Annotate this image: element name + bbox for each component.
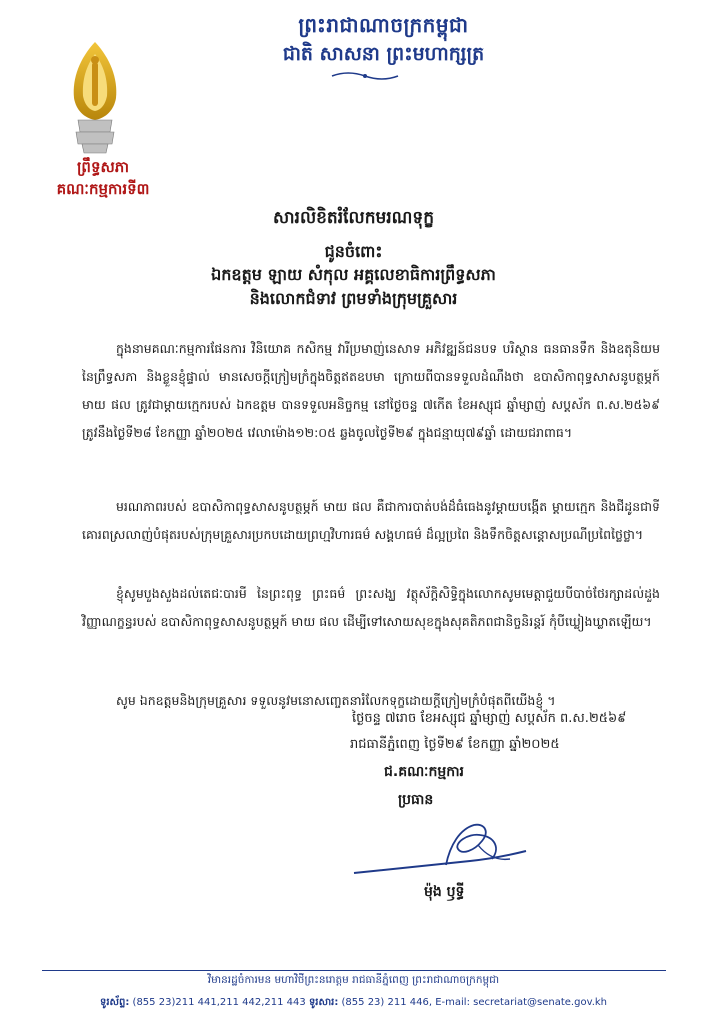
- letter-title: សារលិខិតរំលែកមរណទុក្ខ: [272, 208, 435, 228]
- signatory-name: ម៉ុង ឫទ្ធី: [424, 884, 465, 900]
- recipient-line-1: ឯកឧត្តម ឡាយ សំកុល អគ្គលេខាធិការព្រឹទ្ធសភា: [211, 265, 496, 284]
- lunar-date: ថ្ងៃចន្ទ ៧រោច ខែអស្សុជ ឆ្នាំម្សាញ់ សប្តស័ក ព.ស.២៥៦៩: [352, 711, 627, 726]
- recipient-line-2: និងលោកជំទាវ ព្រមទាំងក្រុមគ្រួសារ: [249, 289, 458, 308]
- phone-label: ទូរស័ព្ទ:: [99, 997, 130, 1008]
- paragraph-3: ខ្ញុំសូមបួងសួងដល់តេជៈបារមី នៃព្រះពុទ្ធ ព្រះធម៌ ព្រះសង្ឃ វត្ថុស័ក្តិសិទ្ធិក្នុងលោកសូមមេត្តាជួយបីបាច់ថែរក្សាដល់ដួងវិញ្ញាណក្ខន្ធរបស់ ឧបាសិកាពុទ្ធសាសនូបត្ថម្ភក៍ មាយ ផល ដើម្បីទៅសោយសុខក្នុងសុគតិភពជានិច្ចនិរន្តរ៍ កុំបីឃ្លៀងឃ្លាតឡើយ។: [82, 585, 660, 629]
- commission-label: គណៈកម្មការទី៣: [56, 180, 150, 198]
- ornament-divider: [330, 70, 400, 82]
- paragraph-4: សូម ឯកឧត្តមនិងក្រុមគ្រួសារ ទទួលនូវមនោសញ្ចេតនារំលែកទុក្ខដោយក្តីក្រៀមក្រំបំផុតពីយើងខ្ញុំ ។: [116, 692, 556, 708]
- place-date: រាជធានីភ្នំពេញ ថ្ងៃទី២៩ ខែកញ្ញា ឆ្នាំ២០២៥: [350, 737, 560, 752]
- paragraph-2: មរណភាពរបស់ ឧបាសិកាពុទ្ធសាសនូបត្ថម្ភក៍ មាយ ផល គឺជាការបាត់បង់ដ៏ធំធេងនូវម្តាយបង្កើត ម្តាយក្មេក និងជីដូនជាទីគោរពស្រលាញ់បំផុតរបស់ក្រុមគ្រួសារប្រកបដោយព្រហ្មវិហារធម៌ សង្គហធម៌ ដ៏ល្អប្រពៃ និងទឹកចិត្តសន្តោសប្រណីប្រពៃថ្លៃថ្លា។: [82, 498, 660, 542]
- fax-label: ទូរសារ:: [308, 997, 339, 1008]
- signatory-title: ប្រធាន: [398, 792, 434, 808]
- email-link[interactable]: E-mail: secretariat@senate.gov.kh: [435, 997, 608, 1008]
- signatory-org: ជ.គណៈកម្មការ: [384, 764, 465, 780]
- national-motto: ជាតិ សាសនា ព្រះមហាក្សត្រ: [282, 43, 485, 65]
- kingdom-title: ព្រះរាជាណាចក្រកម្ពុជា: [298, 13, 469, 37]
- senate-label: ព្រឹទ្ធសភា: [76, 158, 130, 176]
- senate-emblem: [60, 40, 130, 155]
- footer-rule: [42, 970, 666, 971]
- fax-number: (855 23) 211 446,: [341, 997, 433, 1008]
- footer-contact: [0, 995, 707, 1010]
- to-label: ជូនចំពោះ: [324, 242, 383, 261]
- phone-number: (855 23)211 441,211 442,211 443: [132, 997, 306, 1008]
- footer-address: វិមានរដ្ឋចំការមន មហាវិថីព្រះនរោត្តម រាជធានីភ្នំពេញ ព្រះរាជាណាចក្រកម្ពុជា: [207, 974, 500, 986]
- paragraph-1: ក្នុងនាមគណៈកម្មការផែនការ វិនិយោគ កសិកម្ម វារីប្រមាញ់នេសាទ អភិវឌ្ឍន៍ជនបទ បរិស្ថាន ធនធានទឹក និងឧតុនិយម នៃព្រឹទ្ធសភា និងខ្លួនខ្ញុំផ្ទាល់ មានសេចក្តីក្រៀមក្រំក្នុងចិត្តឥតឧបមា ក្រោយពីបានទទួលដំណឹងថា ឧបាសិកាពុទ្ធសាសនូបត្ថម្ភក៍ មាយ ផល ត្រូវជាម្តាយក្មេករបស់ ឯកឧត្តម បានទទួលអនិច្ចកម្ម នៅថ្ងៃចន្ទ ៧កើត ខែអស្សុជ ឆ្នាំម្សាញ់ សប្តស័ក ព.ស.២៥៦៩ ត្រូវនឹងថ្ងៃទី២៨ ខែកញ្ញា ឆ្នាំ២០២៥ វេលាម៉ោង១២:០៥ ឆ្លងចូលថ្ងៃទី២៩ ក្នុងជន្មាយុ៧៩ឆ្នាំ ដោយជរាពាធ។: [82, 340, 660, 440]
